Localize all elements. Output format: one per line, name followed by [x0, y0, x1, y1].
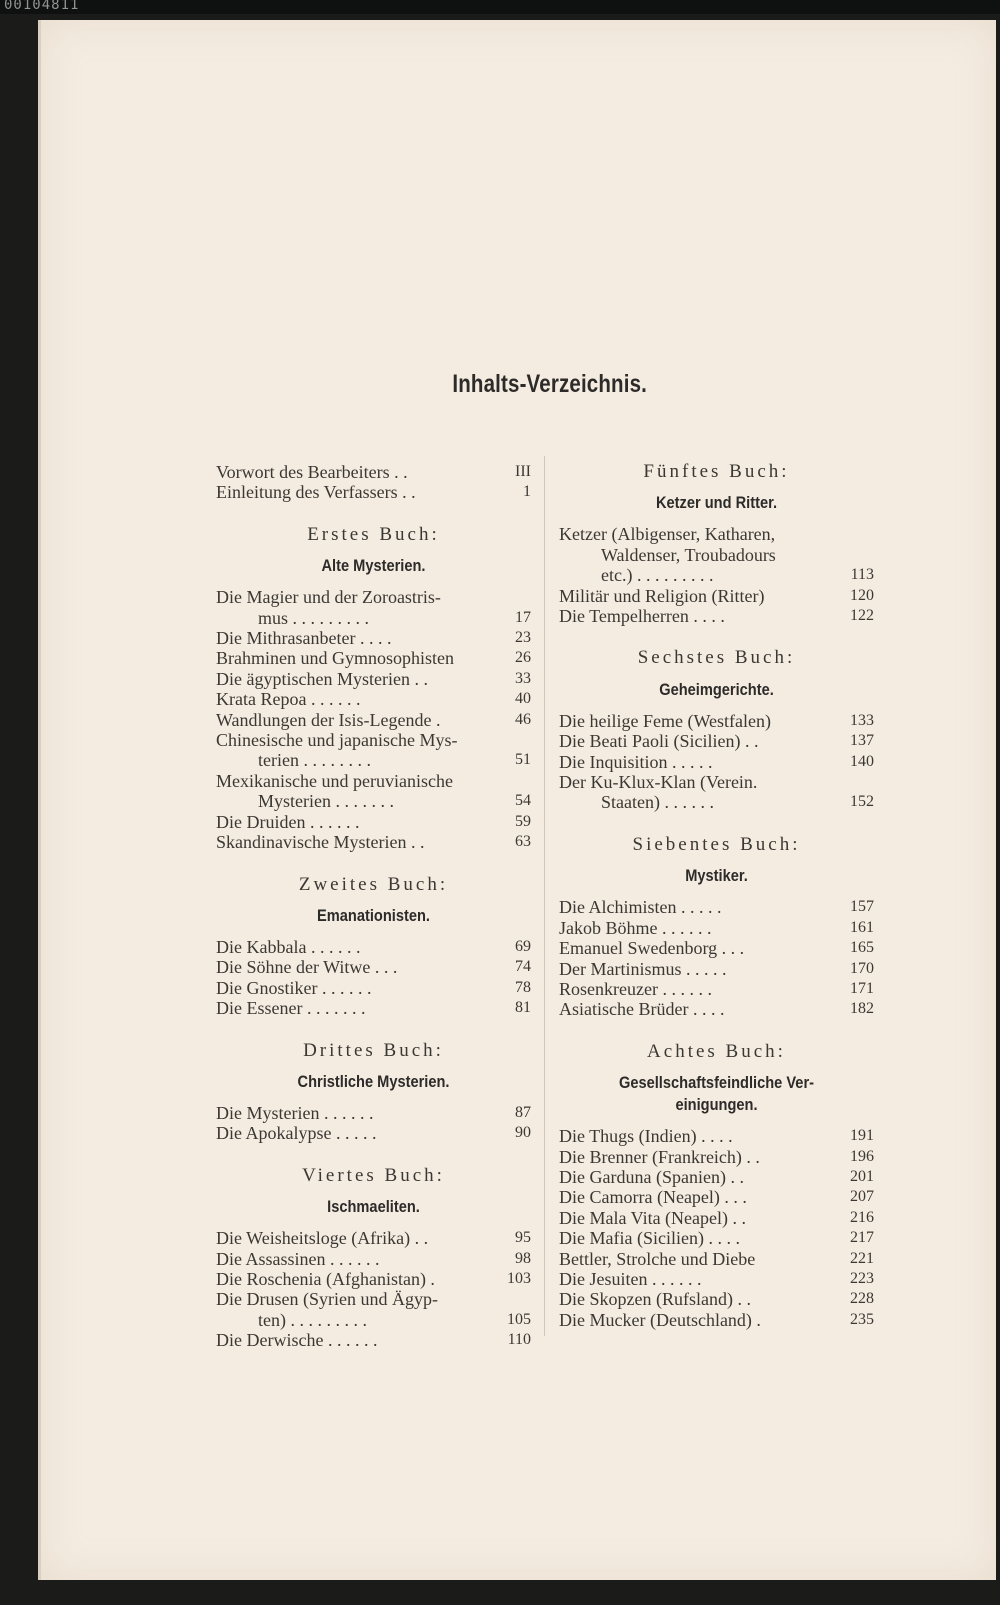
toc-page-number: 235	[850, 1310, 874, 1328]
toc-entry-text: Krata Repoa . . . . . .	[216, 689, 361, 710]
toc-page-number: 63	[515, 833, 531, 851]
toc-page-number: III	[515, 463, 531, 480]
toc-entry	[559, 1310, 874, 1330]
toc-entry-text: Chinesische und japanische Mys-	[216, 730, 458, 751]
scan-id-strip	[0, 0, 1000, 14]
toc-entry	[216, 587, 531, 628]
toc-left-column	[216, 462, 531, 1351]
toc-entry	[559, 1269, 874, 1289]
toc-entry	[216, 998, 531, 1018]
book-page	[38, 20, 996, 1580]
toc-entry-text: Die Drusen (Syrien und Ägyp-	[216, 1289, 438, 1310]
toc-entry-text: terien . . . . . . . .	[258, 750, 371, 771]
toc-entry-text: Die Mafia (Sicilien) . . . .	[559, 1228, 740, 1249]
toc-entry	[559, 1228, 874, 1248]
toc-page-number: 223	[850, 1269, 874, 1287]
toc-entry	[559, 979, 874, 999]
toc-entry-text: Die Mucker (Deutschland) .	[559, 1309, 761, 1330]
toc-entry	[216, 937, 531, 957]
book-heading: Achtes Buch:	[647, 1040, 786, 1062]
toc-entry	[559, 1208, 874, 1228]
toc-entry-text: Staaten) . . . . . .	[601, 792, 714, 813]
toc-entry-text: Jakob Böhme . . . . . .	[559, 917, 712, 938]
toc-entry-text: Die Skopzen (Rufsland) . .	[559, 1289, 751, 1310]
toc-page-number: 98	[515, 1249, 531, 1267]
toc-page-number: 122	[850, 607, 874, 625]
toc-page-number: 182	[850, 1000, 874, 1018]
toc-page-number: 110	[507, 1331, 531, 1349]
toc-page-number: 157	[850, 898, 874, 916]
toc-entry	[559, 731, 874, 751]
toc-entry	[216, 710, 531, 730]
toc-page-number: 90	[515, 1124, 531, 1142]
toc-entry-text: Die Essener . . . . . . .	[216, 998, 366, 1019]
book-heading: Viertes Buch:	[302, 1164, 445, 1186]
toc-entry-text: Die Derwische . . . . . .	[216, 1330, 378, 1351]
toc-page-number: 207	[850, 1188, 874, 1206]
toc-entry-text: Die Inquisition . . . . .	[559, 751, 713, 772]
book-subtitle: Gesellschaftsfeindliche Ver- einigungen.	[618, 1073, 815, 1115]
toc-entry	[216, 1269, 531, 1289]
book-subtitle: Christliche Mysterien.	[297, 1071, 450, 1091]
book-heading: Fünftes Buch:	[643, 461, 790, 482]
toc-entry-text: Die Assassinen . . . . . .	[216, 1248, 380, 1269]
toc-page-number: 221	[850, 1249, 874, 1267]
toc-entry-text: Die Weisheitsloge (Afrika) . .	[216, 1228, 429, 1249]
toc-page-number: 33	[515, 669, 531, 687]
toc-page-number: 95	[515, 1229, 531, 1247]
toc-entry-text: Die Thugs (Indien) . . . .	[559, 1126, 733, 1147]
toc-entry-text: Die Brenner (Frankreich) . .	[559, 1146, 760, 1167]
toc-entry-text: Asiatische Brüder . . . .	[559, 999, 725, 1020]
toc-page-number: 54	[515, 792, 531, 810]
toc-page-number: 69	[515, 937, 531, 955]
toc-entry	[559, 752, 874, 772]
book-heading: Drittes Buch:	[303, 1039, 444, 1061]
toc-entry	[559, 918, 874, 938]
toc-entry	[559, 1126, 874, 1146]
toc-entry	[216, 462, 531, 482]
toc-entry	[216, 1103, 531, 1123]
toc-page-number: 171	[850, 979, 874, 997]
toc-page-number: 51	[515, 751, 531, 769]
toc-entry-text: Einleitung des Verfassers . .	[216, 482, 416, 503]
toc-page-number: 26	[515, 649, 531, 667]
toc-entry-text: Die Druiden . . . . . .	[216, 811, 360, 832]
toc-entry-text: Rosenkreuzer . . . . . .	[559, 978, 712, 999]
toc-entry	[559, 711, 874, 731]
toc-page-number: 87	[515, 1103, 531, 1121]
book-subtitle: Ketzer und Ritter.	[655, 493, 778, 513]
toc-entry-text: Skandinavische Mysterien . .	[216, 832, 425, 853]
toc-entry	[216, 771, 531, 812]
toc-right-column	[559, 462, 874, 1330]
toc-entry-text: Mysterien . . . . . . .	[258, 791, 394, 812]
toc-entry-text: Die Garduna (Spanien) . .	[559, 1166, 744, 1187]
toc-entry-text: Die Roschenia (Afghanistan) .	[216, 1268, 435, 1289]
toc-page-number: 103	[507, 1269, 531, 1287]
toc-entry-text: etc.) . . . . . . . . .	[601, 565, 714, 586]
book-subtitle: Mystiker.	[685, 866, 748, 886]
book-heading: Erstes Buch:	[307, 523, 440, 545]
toc-page-number: 196	[850, 1147, 874, 1165]
toc-page-number: 133	[850, 711, 874, 729]
toc-entry-text: Der Martinismus . . . . .	[559, 958, 727, 979]
toc-page-number: 137	[850, 732, 874, 750]
toc-entry	[559, 1289, 874, 1309]
toc-entry-text: Wandlungen der Isis-Legende .	[216, 709, 441, 730]
toc-entry-text: Die Gnostiker . . . . . .	[216, 977, 372, 998]
book-subtitle: Geheimgerichte.	[659, 679, 774, 699]
toc-entry-text: Bettler, Strolche und Diebe	[559, 1248, 756, 1269]
toc-page-number: 140	[850, 752, 874, 770]
book-heading: Zweites Buch:	[298, 873, 449, 895]
book-heading: Sechstes Buch:	[637, 647, 796, 669]
toc-entry-text: Militär und Religion (Ritter)	[559, 585, 765, 606]
toc-entry-text: Die Apokalypse . . . . .	[216, 1123, 377, 1144]
toc-page-number: 1	[523, 483, 531, 501]
toc-entry	[559, 524, 874, 585]
toc-page-number: 161	[850, 918, 874, 936]
toc-entry-text: mus . . . . . . . . .	[258, 607, 370, 628]
toc-page-number: 165	[850, 939, 874, 957]
toc-page-number: 23	[515, 629, 531, 647]
toc-page-number: 46	[515, 710, 531, 728]
toc-page-number: 78	[515, 978, 531, 996]
toc-entry	[216, 978, 531, 998]
toc-entry-text: Die Mala Vita (Neapel) . .	[559, 1207, 747, 1228]
toc-entry	[216, 628, 531, 648]
toc-page-number: 17	[515, 608, 531, 626]
toc-entry	[559, 1167, 874, 1187]
toc-page-number: 191	[850, 1127, 874, 1145]
toc-entry	[559, 1147, 874, 1167]
toc-page-number: 152	[850, 793, 874, 811]
toc-entry	[559, 938, 874, 958]
toc-page-number: 81	[515, 999, 531, 1017]
page-title: Inhalts-Verzeichnis.	[452, 370, 648, 398]
toc-entry	[216, 1228, 531, 1248]
toc-entry	[216, 1289, 531, 1330]
toc-entry	[559, 606, 874, 626]
column-divider	[544, 456, 545, 1336]
toc-entry	[216, 1330, 531, 1350]
toc-page-number: 113	[850, 566, 874, 584]
book-subtitle: Ischmaeliten.	[327, 1197, 420, 1217]
toc-entry	[216, 1123, 531, 1143]
toc-entry	[216, 648, 531, 668]
toc-entry	[559, 1249, 874, 1269]
toc-entry-text: Waldenser, Troubadours	[601, 544, 776, 565]
toc-entry	[216, 957, 531, 977]
toc-page-number: 217	[850, 1229, 874, 1247]
toc-entry	[216, 1249, 531, 1269]
scan-id-text: 00104811	[4, 0, 80, 13]
toc-entry-text: Die Mysterien . . . . . .	[216, 1102, 374, 1123]
toc-entry	[216, 669, 531, 689]
toc-entry	[216, 730, 531, 771]
toc-entry-text: Die ägyptischen Mysterien . .	[216, 668, 428, 689]
toc-entry-text: Die Jesuiten . . . . . .	[559, 1268, 702, 1289]
toc-page-number: 59	[515, 812, 531, 830]
toc-entry-text: Die heilige Feme (Westfalen)	[559, 710, 771, 731]
toc-page-number: 228	[850, 1290, 874, 1308]
toc-entry-text: Die Camorra (Neapel) . . .	[559, 1187, 747, 1208]
book-subtitle: Emanationisten.	[317, 905, 430, 925]
toc-entry	[559, 959, 874, 979]
toc-entry-text: Die Beati Paoli (Sicilien) . .	[559, 731, 759, 752]
toc-entry	[216, 812, 531, 832]
toc-page-number: 74	[515, 958, 531, 976]
toc-entry	[559, 1187, 874, 1207]
toc-entry-text: Die Magier und der Zoroastris-	[216, 587, 441, 608]
toc-entry	[559, 999, 874, 1019]
book-subtitle: Alte Mysterien.	[321, 556, 426, 576]
toc-entry-text: Ketzer (Albigenser, Katharen,	[559, 524, 776, 545]
toc-entry-text: Emanuel Swedenborg . . .	[559, 938, 745, 959]
toc-entry	[559, 772, 874, 813]
toc-page-number: 40	[515, 690, 531, 708]
book-heading: Siebentes Buch:	[632, 833, 801, 855]
toc-entry-text: ten) . . . . . . . . .	[258, 1309, 367, 1330]
toc-entry-text: Brahminen und Gymnosophisten	[216, 648, 454, 669]
toc-entry	[216, 832, 531, 852]
toc-page-number: 170	[850, 959, 874, 977]
toc-entry-text: Die Kabbala . . . . . .	[216, 936, 361, 957]
toc-entry-text: Der Ku-Klux-Klan (Verein.	[559, 772, 758, 793]
toc-entry-text: Mexikanische und peruvianische	[216, 770, 453, 791]
toc-entry	[216, 482, 531, 502]
toc-page-number: 216	[850, 1208, 874, 1226]
toc-entry-text: Die Mithrasanbeter . . . .	[216, 628, 392, 649]
toc-entry	[559, 586, 874, 606]
toc-entry-text: Die Söhne der Witwe . . .	[216, 957, 398, 978]
toc-entry	[559, 897, 874, 917]
toc-entry-text: Vorwort des Bearbeiters . .	[216, 462, 408, 482]
toc-entry	[216, 689, 531, 709]
toc-entry-text: Die Tempelherren . . . .	[559, 606, 725, 627]
toc-page-number: 105	[507, 1310, 531, 1328]
toc-entry-text: Die Alchimisten . . . . .	[559, 897, 722, 918]
toc-page-number: 201	[850, 1167, 874, 1185]
toc-page-number: 120	[850, 586, 874, 604]
